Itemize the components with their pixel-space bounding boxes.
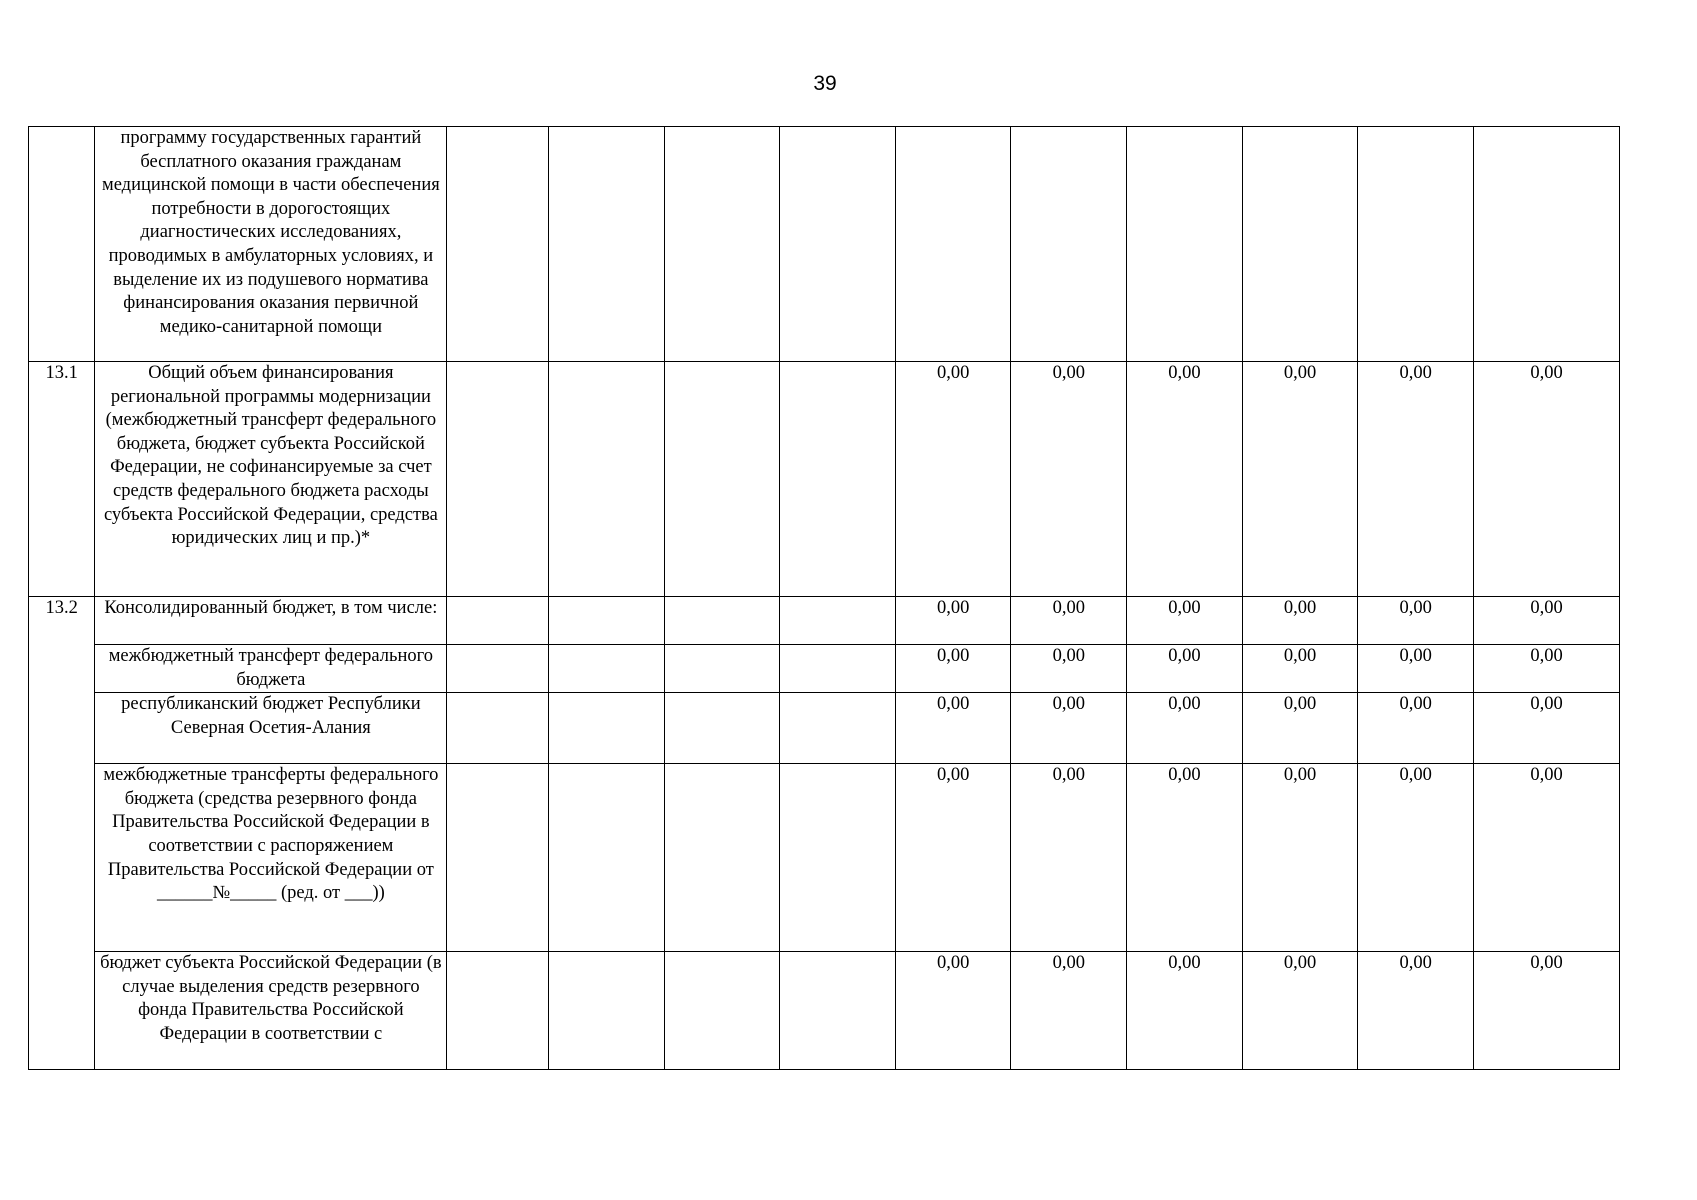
- value-cell: 0,00: [1242, 952, 1358, 1070]
- value-cell: 0,00: [1358, 645, 1474, 693]
- empty-cell: [780, 127, 896, 362]
- value-cell: 0,00: [1474, 693, 1620, 764]
- value-cell: 0,00: [1358, 952, 1474, 1070]
- empty-cell: [548, 764, 664, 952]
- value-cell: 0,00: [895, 764, 1011, 952]
- empty-cell: [447, 645, 549, 693]
- value-cell: 0,00: [1474, 764, 1620, 952]
- empty-cell: [664, 597, 780, 645]
- empty-cell: [664, 127, 780, 362]
- value-cell: 0,00: [1011, 597, 1127, 645]
- value-cell: 0,00: [1011, 693, 1127, 764]
- value-cell: 0,00: [1011, 362, 1127, 597]
- row-description: Общий объем финансирования региональной программы модернизации (межбюджетный трансферт федерального бюджета, бюджет субъекта Российской Федерации, не софинансируемые за счет средств федерального бюджета расходы субъекта Российской Федерации, средства юридических лиц и пр.)*: [95, 362, 447, 597]
- empty-cell: [780, 693, 896, 764]
- row-description: межбюджетный трансферт федерального бюджета: [95, 645, 447, 693]
- row-description: Консолидированный бюджет, в том числе:: [95, 597, 447, 645]
- value-cell: 0,00: [1358, 362, 1474, 597]
- value-cell: 0,00: [1127, 952, 1243, 1070]
- empty-cell: [447, 597, 549, 645]
- value-cell: 0,00: [1242, 597, 1358, 645]
- row-description: межбюджетные трансферты федерального бюджета (средства резервного фонда Правительства Российской Федерации в соответствии с распоряжением Правительства Российской Федерации от ______№_____ (ред. от ___)): [95, 764, 447, 952]
- value-cell: [1127, 127, 1243, 362]
- value-cell: 0,00: [1358, 597, 1474, 645]
- value-cell: [895, 127, 1011, 362]
- value-cell: 0,00: [1474, 952, 1620, 1070]
- value-cell: 0,00: [1474, 362, 1620, 597]
- value-cell: 0,00: [895, 362, 1011, 597]
- value-cell: 0,00: [1011, 645, 1127, 693]
- value-cell: 0,00: [1474, 597, 1620, 645]
- empty-cell: [780, 597, 896, 645]
- empty-cell: [780, 952, 896, 1070]
- empty-cell: [664, 362, 780, 597]
- table-row: [29, 127, 1620, 362]
- empty-cell: [447, 362, 549, 597]
- row-description: программу государственных гарантий бесплатного оказания гражданам медицинской помощи в части обеспечения потребности в дорогостоящих диагностических исследованиях, проводимых в амбулаторных условиях, и выделение их из подушевого норматива финансирования оказания первичной медико-санитарной помощи: [95, 127, 447, 362]
- value-cell: 0,00: [1242, 764, 1358, 952]
- value-cell: 0,00: [1358, 764, 1474, 952]
- value-cell: 0,00: [1011, 952, 1127, 1070]
- value-cell: 0,00: [1127, 693, 1243, 764]
- row-number: [29, 127, 95, 362]
- value-cell: 0,00: [1474, 645, 1620, 693]
- table-row: [29, 693, 1620, 764]
- value-cell: 0,00: [1358, 693, 1474, 764]
- value-cell: [1011, 127, 1127, 362]
- empty-cell: [548, 645, 664, 693]
- value-cell: 0,00: [895, 952, 1011, 1070]
- row-description: республиканский бюджет Республики Северная Осетия-Алания: [95, 693, 447, 764]
- empty-cell: [780, 362, 896, 597]
- table-row: [29, 952, 1620, 1070]
- value-cell: 0,00: [1242, 362, 1358, 597]
- empty-cell: [664, 645, 780, 693]
- value-cell: [1474, 127, 1620, 362]
- empty-cell: [447, 693, 549, 764]
- empty-cell: [548, 127, 664, 362]
- value-cell: 0,00: [1127, 362, 1243, 597]
- row-number: 13.2: [29, 597, 95, 1070]
- empty-cell: [548, 693, 664, 764]
- value-cell: 0,00: [1127, 597, 1243, 645]
- table-row: [29, 597, 1620, 645]
- budget-table: [28, 126, 1620, 1070]
- value-cell: 0,00: [1011, 764, 1127, 952]
- empty-cell: [664, 764, 780, 952]
- value-cell: 0,00: [895, 693, 1011, 764]
- empty-cell: [447, 952, 549, 1070]
- empty-cell: [780, 764, 896, 952]
- empty-cell: [548, 362, 664, 597]
- value-cell: 0,00: [1242, 693, 1358, 764]
- empty-cell: [548, 597, 664, 645]
- row-description: бюджет субъекта Российской Федерации (в случае выделения средств резервного фонда Правительства Российской Федерации в соответствии с: [95, 952, 447, 1070]
- value-cell: [1242, 127, 1358, 362]
- row-number: 13.1: [29, 362, 95, 597]
- empty-cell: [447, 127, 549, 362]
- empty-cell: [780, 645, 896, 693]
- empty-cell: [447, 764, 549, 952]
- table-row: [29, 764, 1620, 952]
- page-number: 39: [813, 72, 837, 95]
- value-cell: 0,00: [1242, 645, 1358, 693]
- table-row: [29, 645, 1620, 693]
- empty-cell: [664, 952, 780, 1070]
- value-cell: 0,00: [1127, 645, 1243, 693]
- value-cell: 0,00: [895, 645, 1011, 693]
- table-row: [29, 362, 1620, 597]
- value-cell: 0,00: [1127, 764, 1243, 952]
- value-cell: 0,00: [895, 597, 1011, 645]
- empty-cell: [664, 693, 780, 764]
- empty-cell: [548, 952, 664, 1070]
- value-cell: [1358, 127, 1474, 362]
